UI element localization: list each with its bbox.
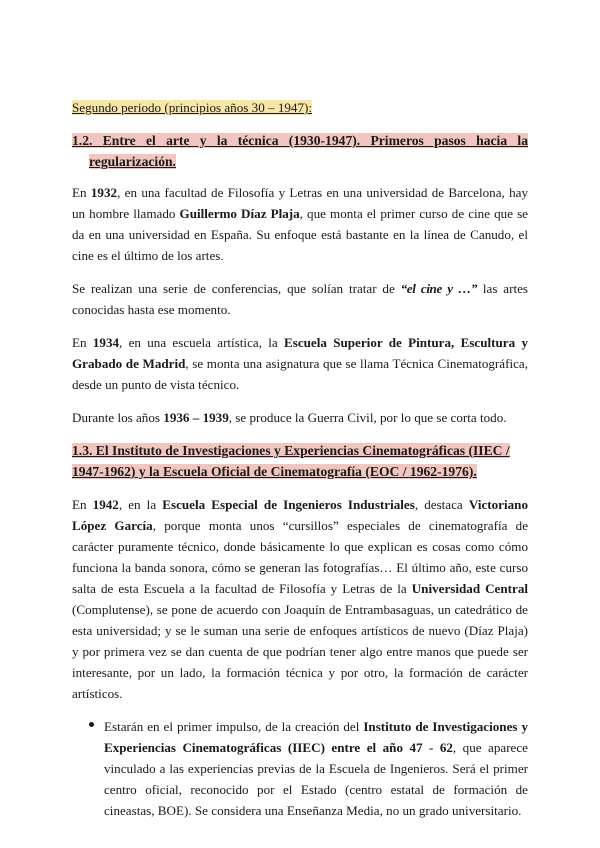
period-heading — [72, 97, 528, 118]
section-heading-1-3-line2: 1947-1962) y la Escuela Oficial de Cinematografía (EOC / 1962-1976). — [72, 464, 477, 479]
paragraph-1942: En 1942, en la Escuela Especial de Ingenieros Industriales, destaca Victoriano López García, porque monta unos “cursillos” especiales de cinematografía de carácter puramente técnico, donde básicamente lo que explican es cosas como cómo funciona la banda sonora, cómo se generan las fotografías… El último año, este curso salta de esta Escuela a la facultad de Filosofía y Letras de la Universidad Central (Complutense), se pone de acuerdo con Joaquín de Entrambasaguas, un catedrático de esta universidad; y se le suman una serie de enfoques artísticos de nuevo (Díaz Plaja) y por primera vez se dan cuenta de que podrían tener algo entre manos que puede ser interesante, por un lado, la formación técnica y por otro, la formación de carácter artísticos. — [72, 497, 529, 701]
list-item — [72, 716, 528, 821]
list-item-text: Estarán en el primer impulso, de la creación del Instituto de Investigaciones y Experiencias Cinematográficas (IIEC) entre el año 47 - 62, que aparece vinculado a las experiencias previas de la Escuela de Ingenieros. Será el primer centro oficial, reconocido por el Estado (centro estatal de formación de cineastas, BOE). Se considera una Enseñanza Media, no un grado universitario. — [104, 719, 529, 818]
section-heading-1-2 — [72, 130, 528, 172]
bullet-icon — [89, 722, 94, 727]
paragraph-guerra-civil: Durante los años 1936 – 1939, se produce la Guerra Civil, por lo que se corta todo. — [72, 410, 507, 425]
section-heading-1-2-line2: regularización. — [89, 154, 176, 169]
section-heading-1-3-line1: 1.3. El Instituto de Investigaciones y Experiencias Cinematográficas (IIEC / — [72, 443, 510, 458]
quote-el-cine-y: “el cine y …” — [400, 281, 478, 296]
section-heading-1-3 — [72, 440, 528, 482]
section-heading-1-2-line1: 1.2. Entre el arte y la técnica (1930-1947). Primeros pasos hacia la — [72, 133, 528, 148]
page-content — [72, 97, 528, 821]
paragraph-conferencias: Se realizan una serie de conferencias, que solían tratar de “el cine y …” las artes conocidas hasta ese momento. — [72, 281, 528, 317]
paragraph-1932: En 1932, en una facultad de Filosofía y Letras en una universidad de Barcelona, hay un hombre llamado Guillermo Díaz Plaja, que monta el primer curso de cine que se da en una universidad en España. Su enfoque está bastante en la línea de Canudo, el cine es el último de los artes. — [72, 185, 528, 263]
period-heading-text: Segundo periodo (principios años 30 – 1947): — [72, 100, 313, 115]
paragraph-1934: En 1934, en una escuela artística, la Escuela Superior de Pintura, Escultura y Grabado de Madrid, se monta una asignatura que se llama Técnica Cinematográfica, desde un punto de vista técnico. — [72, 335, 528, 392]
